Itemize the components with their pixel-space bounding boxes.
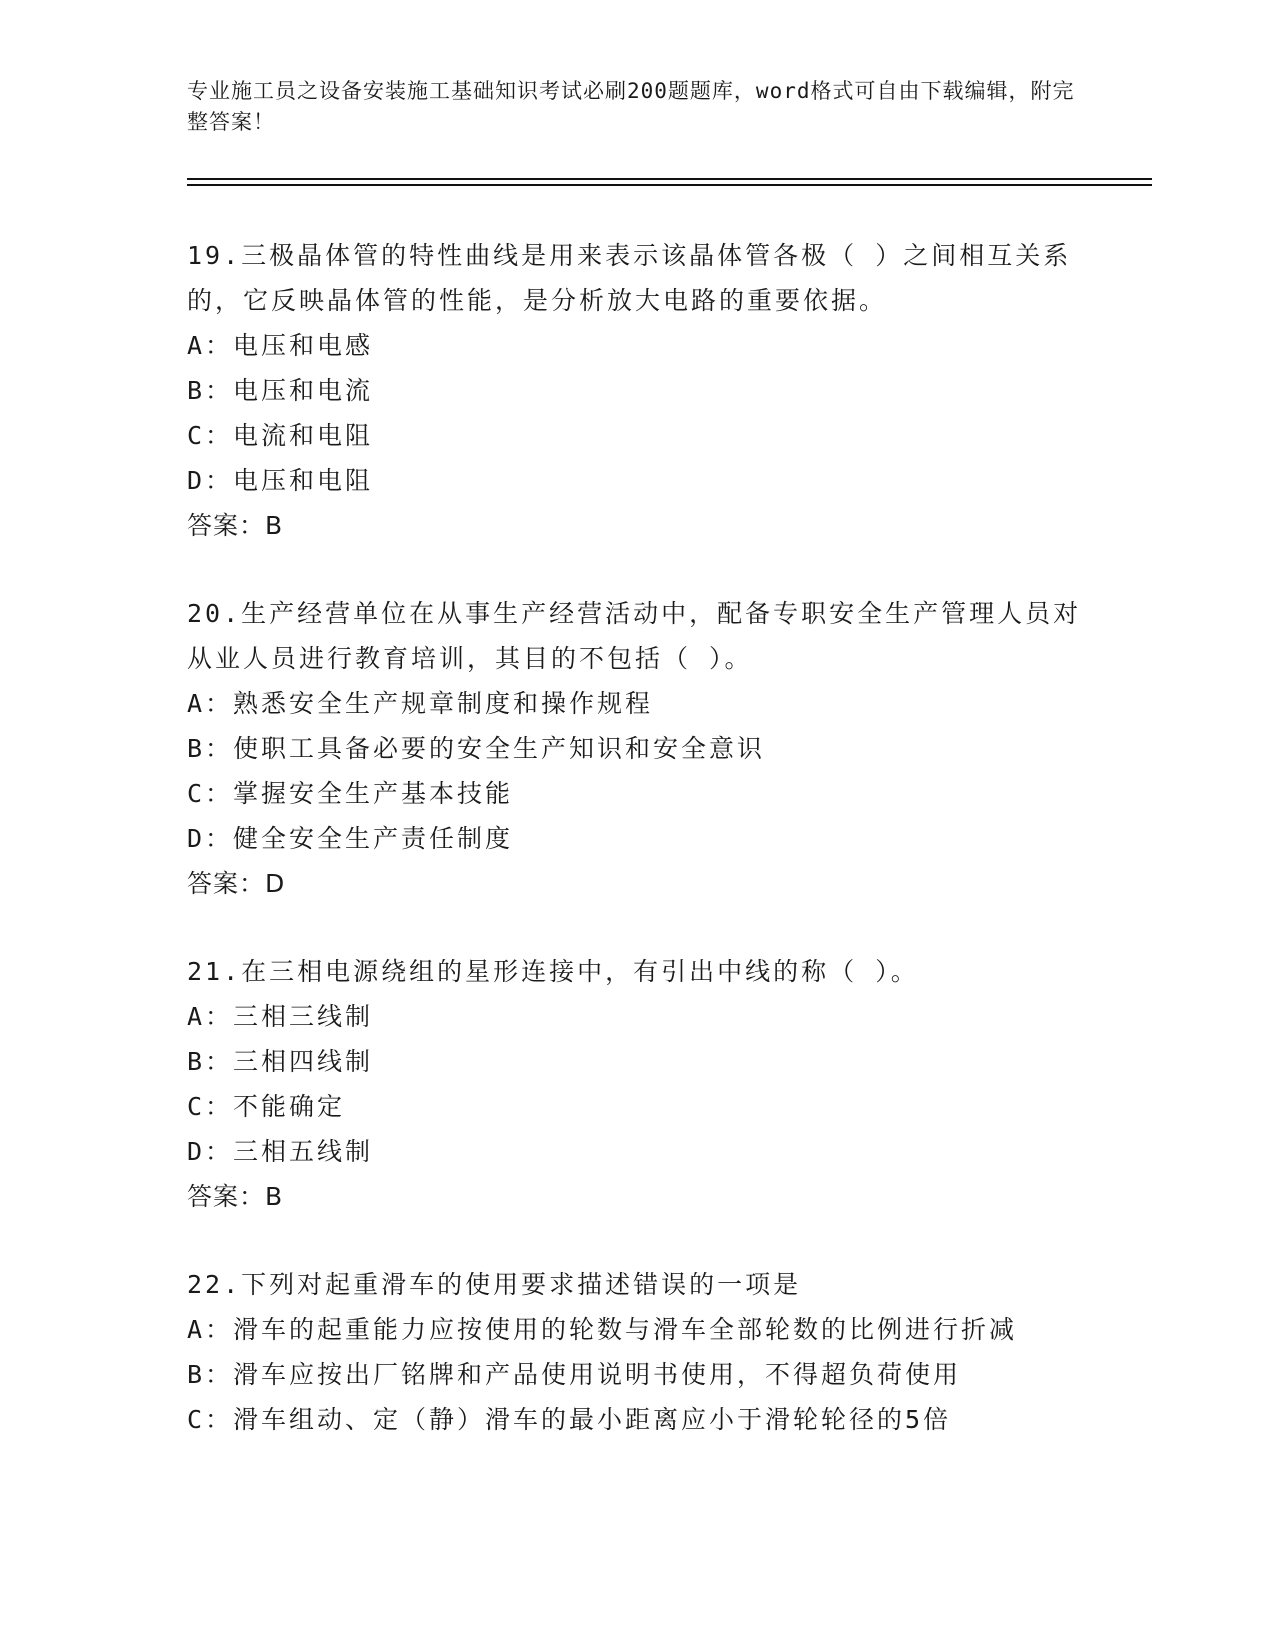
question-stem: 19.三极晶体管的特性曲线是用来表示该晶体管各极（ ）之间相互关系的，它反映晶体管的性能，是分析放大电路的重要依据。 xyxy=(187,241,1072,315)
question-stem: 20.生产经营单位在从事生产经营活动中，配备专职安全生产管理人员对从业人员进行教育培训，其目的不包括（ ）。 xyxy=(187,599,1082,673)
question-stem: 21.在三相电源绕组的星形连接中，有引出中线的称（ ）。 xyxy=(187,957,919,986)
option-d: D：电压和电阻 xyxy=(187,466,374,495)
answer-line: 答案：D xyxy=(187,869,286,898)
option-c: C：掌握安全生产基本技能 xyxy=(187,779,514,808)
question-stem: 22.下列对起重滑车的使用要求描述错误的一项是 xyxy=(187,1270,802,1299)
answer-line: 答案：B xyxy=(187,511,284,540)
option-a: A：滑车的起重能力应按使用的轮数与滑车全部轮数的比例进行折减 xyxy=(187,1315,1018,1344)
header-rule-top xyxy=(187,178,1152,180)
document-header xyxy=(187,76,1087,138)
header-rule-bottom xyxy=(187,184,1152,186)
question-list xyxy=(187,233,1087,1485)
option-d: D：健全安全生产责任制度 xyxy=(187,824,514,853)
answer-line: 答案：B xyxy=(187,1182,284,1211)
question-19 xyxy=(187,233,1087,548)
option-c: C：滑车组动、定（静）滑车的最小距离应小于滑轮轮径的5倍 xyxy=(187,1405,952,1434)
option-b: B：电压和电流 xyxy=(187,376,374,405)
option-a: A：三相三线制 xyxy=(187,1002,374,1031)
question-20 xyxy=(187,591,1087,906)
option-b: B：使职工具备必要的安全生产知识和安全意识 xyxy=(187,734,766,763)
option-c: C：不能确定 xyxy=(187,1092,346,1121)
option-c: C：电流和电阻 xyxy=(187,421,374,450)
option-a: A：电压和电感 xyxy=(187,331,374,360)
option-b: B：滑车应按出厂铭牌和产品使用说明书使用，不得超负荷使用 xyxy=(187,1360,962,1389)
option-a: A：熟悉安全生产规章制度和操作规程 xyxy=(187,689,654,718)
option-b: B：三相四线制 xyxy=(187,1047,374,1076)
question-22 xyxy=(187,1262,1087,1442)
document-title: 专业施工员之设备安装施工基础知识考试必刷200题题库，word格式可自由下载编辑，附完整答案！ xyxy=(187,79,1075,134)
question-21 xyxy=(187,949,1087,1219)
option-d: D：三相五线制 xyxy=(187,1137,374,1166)
